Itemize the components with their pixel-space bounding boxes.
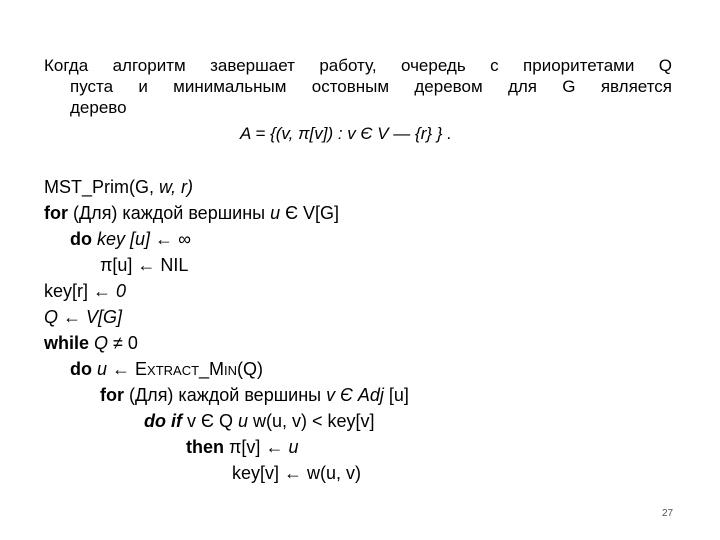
code-var: v Є Adj bbox=[326, 385, 384, 405]
code-text: key[r] bbox=[44, 281, 94, 301]
code-text: Є V[G] bbox=[280, 203, 340, 223]
code-line-11 bbox=[186, 436, 298, 458]
code-text: π[v] bbox=[224, 437, 266, 457]
code-line-2 bbox=[44, 202, 339, 224]
code-line-5 bbox=[44, 280, 126, 302]
code-var: Q bbox=[89, 333, 109, 353]
code-line-6 bbox=[44, 306, 122, 328]
code-line-3 bbox=[70, 228, 191, 250]
code-text: Q ← V[G] bbox=[44, 307, 123, 327]
proc-name: MST_Prim(G, bbox=[44, 177, 159, 197]
keyword-for: for bbox=[100, 385, 124, 405]
code-text: (Для) каждой вершины bbox=[124, 385, 327, 405]
code-line-10 bbox=[144, 410, 375, 432]
keyword-while: while bbox=[44, 333, 90, 353]
code-text: (Для) каждой вершины bbox=[68, 203, 271, 223]
code-text: ← E bbox=[107, 359, 148, 379]
code-var: u bbox=[270, 203, 281, 223]
code-line-8 bbox=[70, 358, 263, 382]
page-number: 27 bbox=[662, 508, 674, 519]
proc-args: w, r) bbox=[159, 177, 193, 197]
code-text: key [u] ← ∞ bbox=[92, 229, 191, 249]
code-line-9 bbox=[100, 384, 409, 406]
intro-paragraph bbox=[44, 55, 672, 118]
code-var: u bbox=[92, 359, 108, 379]
keyword-then: then bbox=[186, 437, 224, 457]
formula: A = {(v, π[v]) : v Є V — {r} } . bbox=[240, 124, 452, 143]
keyword-do: do bbox=[70, 229, 92, 249]
code-line-1 bbox=[44, 176, 193, 198]
code-text: w(u, v) < key[v] bbox=[247, 411, 375, 431]
code-var: ← 0 bbox=[93, 281, 127, 301]
code-text: key[v] ← w(u, v) bbox=[232, 463, 362, 483]
keyword-do-if: do if bbox=[144, 411, 182, 431]
intro-line-1: Когда алгоритм завершает работу, очередь с приоритетами Q bbox=[44, 56, 672, 75]
keyword-for: for bbox=[44, 203, 68, 223]
code-line-7 bbox=[44, 332, 138, 354]
intro-line-3: дерево bbox=[70, 98, 127, 117]
code-var: и bbox=[237, 411, 248, 431]
code-text: v Є Q bbox=[182, 411, 238, 431]
code-text: (Q) bbox=[237, 359, 264, 379]
code-text: π[u] ← NIL bbox=[100, 255, 189, 275]
code-line-12 bbox=[232, 462, 361, 484]
intro-line-2: пуста и минимальным остовным деревом для G является bbox=[70, 77, 672, 96]
code-text: ≠ 0 bbox=[108, 333, 138, 353]
code-text: _M bbox=[199, 359, 225, 379]
keyword-do: do bbox=[70, 359, 92, 379]
code-line-4 bbox=[100, 254, 188, 276]
code-var: ← u bbox=[265, 437, 299, 457]
small-caps-text: XTRACT bbox=[147, 363, 200, 378]
small-caps-text: IN bbox=[224, 363, 238, 378]
code-text: [u] bbox=[383, 385, 409, 405]
